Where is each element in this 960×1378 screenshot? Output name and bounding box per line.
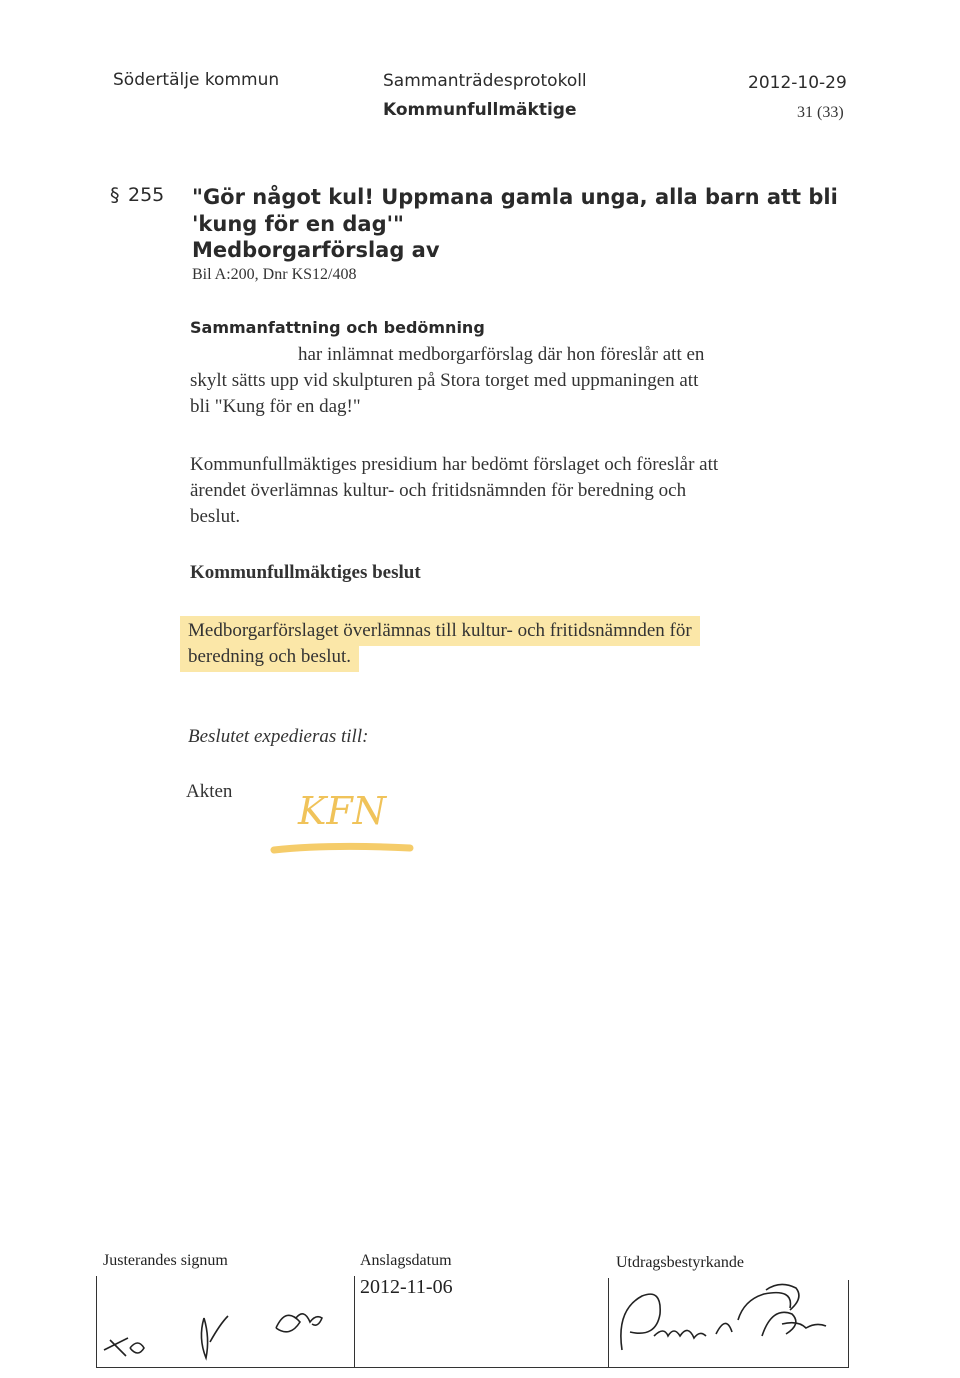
summary-line-2: skylt sätts upp vid skulpturen på Stora torget med uppmaningen att: [190, 370, 699, 391]
utdrag-label: Utdragsbestyrkande: [616, 1254, 744, 1271]
handwritten-kfn-mark: [270, 780, 420, 860]
section-symbol: §: [110, 184, 120, 206]
section-reference: Bil A:200, Dnr KS12/408: [192, 266, 357, 283]
dispatch-recipient: Akten: [186, 781, 233, 802]
summary-heading: Sammanfattning och bedömning: [190, 318, 485, 337]
section-title-line-1: "Gör något kul! Uppmana gamla unga, alla barn att bli: [192, 185, 838, 209]
anslag-label: Anslagsdatum: [360, 1252, 452, 1269]
utdrag-box-right: [848, 1280, 849, 1368]
anslag-box-left: [354, 1276, 355, 1368]
presidium-line-3: beslut.: [190, 506, 241, 527]
presidium-line-2: ärendet överlämnas kultur- och fritidsnämnden för beredning och: [190, 480, 687, 501]
page-number: 31 (33): [797, 104, 844, 121]
footer-bottom-line: [96, 1367, 849, 1368]
summary-line-1: har inlämnat medborgarförslag där hon föreslår att en: [298, 344, 705, 365]
summary-line-3: bli "Kung för en dag!": [190, 396, 361, 417]
anslag-date: 2012-11-06: [360, 1276, 453, 1298]
justerandes-label: Justerandes signum: [103, 1252, 228, 1269]
document-type: Sammanträdesprotokoll: [383, 71, 587, 91]
presidium-line-1: Kommunfullmäktiges presidium har bedömt förslaget och föreslår att: [190, 454, 719, 475]
decision-line-1: Medborgarförslaget överlämnas till kultur- och fritidsnämnden för: [180, 616, 700, 646]
section-title-line-2: 'kung för en dag'": [192, 212, 404, 236]
section-title-line-3: Medborgarförslag av: [192, 238, 440, 262]
municipality-name: Södertälje kommun: [113, 70, 280, 90]
meeting-date: 2012-10-29: [748, 73, 847, 93]
decision-line-2: beredning och beslut.: [180, 642, 359, 672]
decision-heading: Kommunfullmäktiges beslut: [190, 562, 421, 583]
utdrag-box-left: [608, 1278, 609, 1368]
dispatch-heading: Beslutet expedieras till:: [188, 726, 369, 747]
justerandes-signatures: [100, 1300, 340, 1366]
assembly-name: Kommunfullmäktige: [383, 100, 577, 120]
utdrag-signature: [612, 1280, 842, 1366]
section-number: 255: [128, 184, 165, 206]
kfn-mark-text: KFN: [298, 789, 387, 833]
signum-box-left: [96, 1276, 97, 1368]
